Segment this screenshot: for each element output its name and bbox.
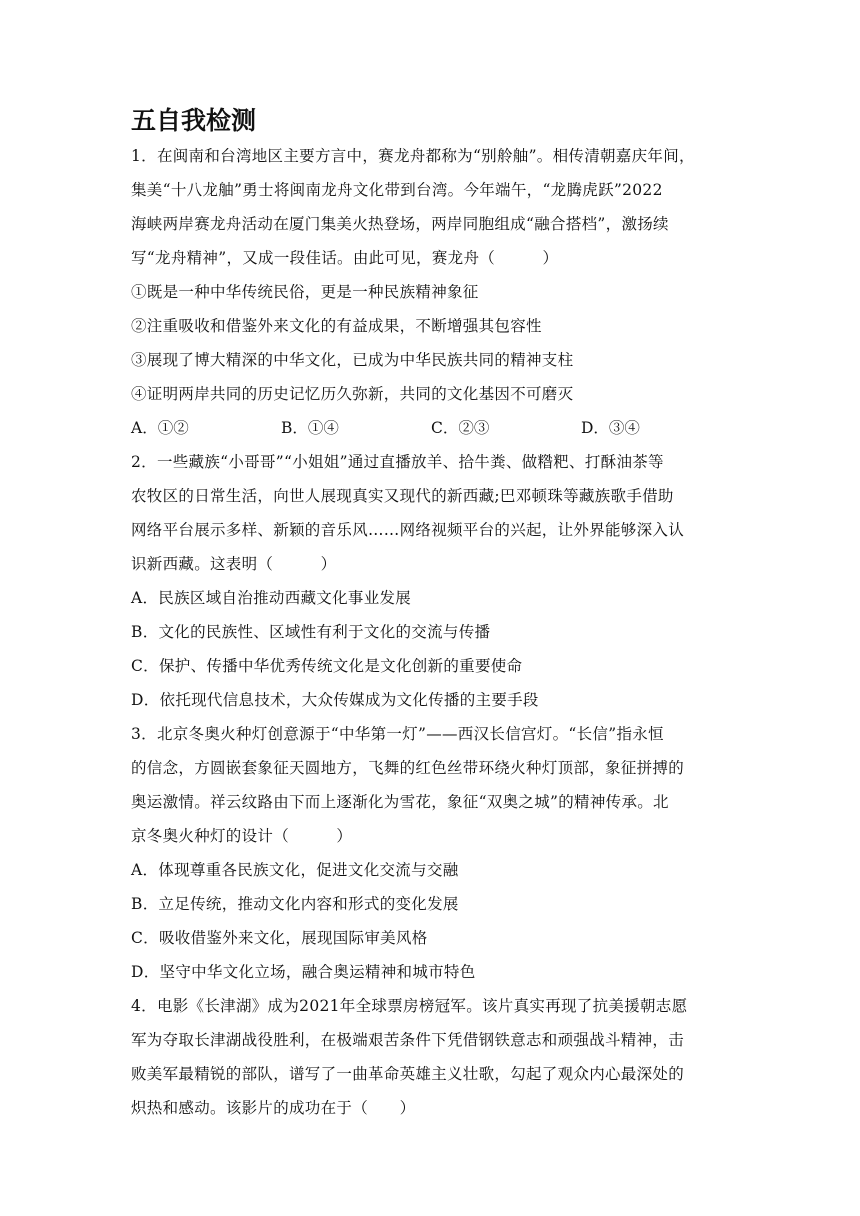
question-2-stem-line-4: 识新西藏。这表明（ ） — [131, 555, 337, 573]
question-2-stem-line-1: 2．一些藏族“小哥哥”“小姐姐”通过直播放羊、拾牛粪、做糌粑、打酥油茶等 — [131, 453, 664, 471]
question-1-option-d: D．③④ — [581, 419, 640, 437]
question-1 — [131, 139, 740, 445]
question-1-stem-line-4: 写“龙舟精神”，又成一段佳话。由此可见，赛龙舟（ ） — [131, 249, 559, 267]
question-3-stem-line-1: 3．北京冬奥火种灯创意源于“中华第一灯”——西汉长信宫灯。“长信”指永恒 — [131, 725, 664, 743]
question-1-option-b: B．①④ — [281, 419, 339, 437]
question-1-options — [131, 411, 740, 445]
question-1-statement-3: ③展现了博大精深的中华文化，已成为中华民族共同的精神支柱 — [131, 351, 574, 369]
question-3-stem-line-2: 的信念，方圆嵌套象征天圆地方，飞舞的红色丝带环绕火种灯顶部，象征拼搏的 — [131, 759, 685, 777]
question-1-option-c: C．②③ — [431, 419, 490, 437]
question-4-stem-line-3: 败美军最精锐的部队，谱写了一曲革命英雄主义壮歌，勾起了观众内心最深处的 — [131, 1065, 685, 1083]
question-3-option-a: A．体现尊重各民族文化，促进文化交流与交融 — [131, 861, 459, 879]
question-3 — [131, 717, 740, 989]
question-2-stem-line-2: 农牧区的日常生活，向世人展现真实又现代的新西藏;巴邓顿珠等藏族歌手借助 — [131, 487, 674, 505]
question-3-option-b: B．立足传统，推动文化内容和形式的变化发展 — [131, 895, 459, 913]
question-3-option-c: C．吸收借鉴外来文化，展现国际审美风格 — [131, 929, 428, 947]
question-1-stem-line-1: 1．在闽南和台湾地区主要方言中，赛龙舟都称为“别舲舳”。相传清朝嘉庆年间， — [131, 147, 695, 165]
question-4-stem-line-4: 炽热和感动。该影片的成功在于（ ） — [131, 1099, 416, 1117]
question-4 — [131, 989, 740, 1125]
question-2-option-d: D．依托现代信息技术，大众传媒成为文化传播的主要手段 — [131, 691, 539, 709]
question-1-option-a: A．①② — [131, 419, 189, 437]
question-4-stem-line-2: 军为夺取长津湖战役胜利，在极端艰苦条件下凭借钢铁意志和顽强战斗精神，击 — [131, 1031, 685, 1049]
question-3-stem-line-4: 京冬奥火种灯的设计（ ） — [131, 827, 353, 845]
question-4-stem-line-1: 4．电影《长津湖》成为2021年全球票房榜冠军。该片真实再现了抗美援朝志愿 — [131, 997, 688, 1015]
question-2-stem-line-3: 网络平台展示多样、新颖的音乐风……网络视频平台的兴起，让外界能够深入认 — [131, 521, 685, 539]
question-1-statement-2: ②注重吸收和借鉴外来文化的有益成果，不断增强其包容性 — [131, 317, 542, 335]
question-1-stem-line-3: 海峡两岸赛龙舟活动在厦门集美火热登场，两岸同胞组成“融合搭档”，激扬续 — [131, 215, 669, 233]
question-3-option-d: D．坚守中华文化立场，融合奥运精神和城市特色 — [131, 963, 476, 981]
question-2-option-c: C．保护、传播中华优秀传统文化是文化创新的重要使命 — [131, 657, 523, 675]
question-2 — [131, 445, 740, 717]
question-1-stem-line-2: 集美“十八龙舳”勇士将闽南龙舟文化带到台湾。今年端午，“龙腾虎跃”2022 — [131, 181, 663, 199]
section-title: 五自我检测 — [131, 106, 257, 135]
question-1-statement-1: ①既是一种中华传统民俗，更是一种民族精神象征 — [131, 283, 479, 301]
question-2-option-a: A．民族区域自治推动西藏文化事业发展 — [131, 589, 412, 607]
question-2-option-b: B．文化的民族性、区域性有利于文化的交流与传播 — [131, 623, 491, 641]
question-1-statement-4: ④证明两岸共同的历史记忆历久弥新，共同的文化基因不可磨灭 — [131, 385, 574, 403]
question-3-stem-line-3: 奥运激情。祥云纹路由下而上逐渐化为雪花，象征“双奥之城”的精神传承。北 — [131, 793, 669, 811]
